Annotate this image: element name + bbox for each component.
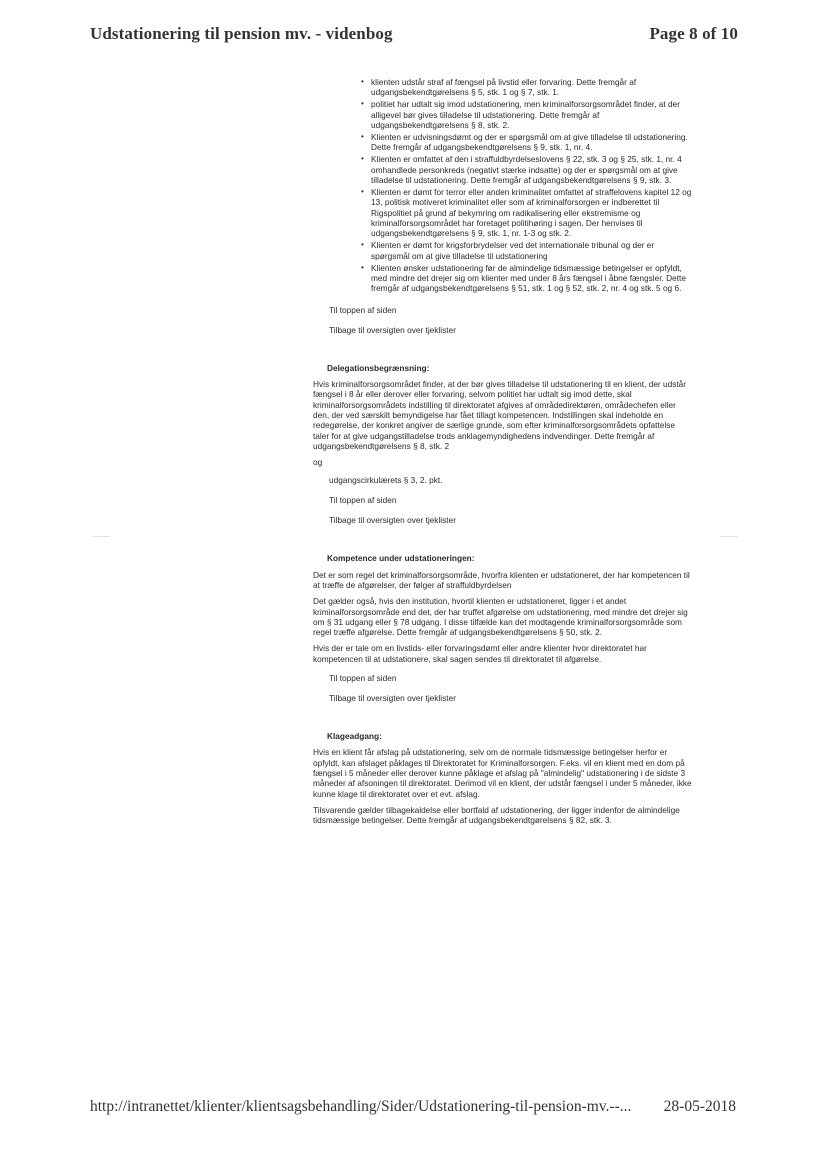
scan-mark xyxy=(720,536,738,537)
document-title: Udstationering til pension mv. - videnbog xyxy=(90,24,393,43)
competence-paragraph-1: Det er som regel det kriminalforsorgsområde, hvorfra klienten er udstationeret, der har kompetencen til at træffe de afgørelser, der følger af straffuldbyrdelsen xyxy=(313,569,690,590)
checklist-bullets xyxy=(313,77,693,294)
link-to-top[interactable]: Til toppen af siden xyxy=(329,304,397,315)
link-back-to-checklists[interactable]: Tilbage til oversigten over tjeklister xyxy=(329,324,456,335)
delegation-and: og xyxy=(313,457,323,468)
section-heading-competence: Kompetence under udstationeringen: xyxy=(327,553,475,564)
link-to-top[interactable]: Til toppen af siden xyxy=(329,495,397,506)
link-to-top[interactable]: Til toppen af siden xyxy=(329,673,397,684)
section-heading-appeal: Klageadgang: xyxy=(327,731,382,742)
list-item: • Klienten ønsker udstationering før de almindelige tidsmæssige betingelser er opfyldt, med mindre det drejer sig om klienter med under 8 års fængsel i åbne fængsler. Dette fremgår af udgangsbekendtgørelsens § 51, stk. 1 og § 52, stk. 2, nr. 4 og stk. 5 og 6. xyxy=(371,263,693,294)
footer-url: http://intranettet/klienter/klientsagsbehandling/Sider/Udstationering-til-pension-mv.--... xyxy=(90,1098,632,1115)
list-item: • Klienten er udvisningsdømt og der er spørgsmål om at give tilladelse til udstationering. Dette fremgår af udgangsbekendtgørelsens § 9, stk. 1, nr. 4. xyxy=(371,132,693,153)
delegation-reference: udgangscirkulærets § 3, 2. pkt. xyxy=(329,475,443,486)
competence-paragraph-3: Hvis der er tale om en livstids- eller forvaringsdømt eller andre klienter hvor direktoratet har kompetencen til at udstationere, skal sagen sendes til direktoratet til afgørelse. xyxy=(313,643,647,664)
delegation-paragraph: Hvis kriminalforsorgsområdet finder, at der bør gives tilladelse til udstationering til en klient, der udstår fængsel i 8 år eller derover eller forvaring, selvom politiet har udtalt sig imod dette, skal kriminalforsorgsområdets indstilling til direktoratet afgives af områdedirektøren, områdechefen eller den, der ved særskilt bemyndigelse har fået tillagt kompetencen. Indstillingen skal indeholde en redegørelse, der konkret angiver de særlige grunde, som efter kriminalforsorgsområdets opfattelse taler for at give udgangstilladelse trods anklagemyndighedens indvendinger. Dette fremgår af udgangsbekendtgørelsens § 8, stk. 2 xyxy=(313,379,687,451)
page-number: Page 8 of 10 xyxy=(649,24,738,43)
list-item: • Klienten er dømt for krigsforbrydelser ved det internationale tribunal og der er spørgsmål om at give tilladelse til udstationering xyxy=(371,240,693,261)
link-back-to-checklists[interactable]: Tilbage til oversigten over tjeklister xyxy=(329,515,456,526)
page-content xyxy=(313,77,693,832)
section-heading-delegation: Delegationsbegrænsning: xyxy=(327,362,430,373)
footer-date: 28-05-2018 xyxy=(663,1098,736,1115)
list-item: • klienten udstår straf af fængsel på livstid eller forvaring. Dette fremgår af udgangsbekendtgørelsens § 5, stk. 1 og § 7, stk. 1. xyxy=(371,77,693,98)
link-back-to-checklists[interactable]: Tilbage til oversigten over tjeklister xyxy=(329,692,456,703)
list-item: • Klienten er dømt for terror eller anden kriminalitet omfattet af straffelovens kapitel 12 og 13, politisk motiveret kriminalitet eller som af kriminalforsorgen er indberettet til Rigspolitiet på grund af bekymring om radikalisering eller ekstremisme og kriminalforsorgsområdet har foretaget politihøring i sagen. Der henvises til udgangsbekendtgørelsens § 9, stk. 1, nr. 1-3 og stk. 2. xyxy=(371,187,693,238)
scan-mark xyxy=(92,536,110,537)
list-item: • politiet har udtalt sig imod udstationering, men kriminalforsorgsområdet finder, at der alligevel bør gives tilladelse til udstationering. Dette fremgår af udgangsbekendtgørelsens § 8, stk. 2. xyxy=(371,99,693,130)
appeal-paragraph-1: Hvis en klient får afslag på udstationering, selv om de normale tidsmæssige betingelser herfor er opfyldt, kan afslaget påklages til Direktoratet for Kriminalforsorgen. F.eks. vil en klient med en dom på fængsel i 5 måneder eller derover kunne påklage et afslag på "almindelig" udstationering i de sidste 3 måneder af afsoningen til direktoratet. Derimod vil en klient, der udstår fængsel i under 5 måneder, ikke kunne klage til direktoratet over et evt. afslag. xyxy=(313,747,692,799)
competence-paragraph-2: Det gælder også, hvis den institution, hvortil klienten er udstationeret, ligger i et andet kriminalforsorgsområde end det, der har truffet afgørelse om udstationering, med mindre det drejer sig om § 31 udgang eller § 78 udgang. I disse tilfælde kan det modtagende kriminalforsorgsområde som regel træffe afgørelse. Dette fremgår af udgangsbekendtgørelsens § 50, stk. 2. xyxy=(313,596,688,638)
list-item: • Klienten er omfattet af den i straffuldbyrdelseslovens § 22, stk. 3 og § 25, stk. 1, nr. 4 omhandlede personkreds (negativt stærke indsatte) og der er spørgsmål om at give tilladelse til udstationering. Dette fremgår af udgangsbekendtgørelsens § 9, stk. 3. xyxy=(371,154,693,185)
appeal-paragraph-2: Tilsvarende gælder tilbagekaldelse eller bortfald af udstationering, der ligger indenfor de almindelige tidsmæssige betingelser. Dette fremgår af udgangsbekendtgørelsens § 82, stk. 3. xyxy=(313,804,680,826)
